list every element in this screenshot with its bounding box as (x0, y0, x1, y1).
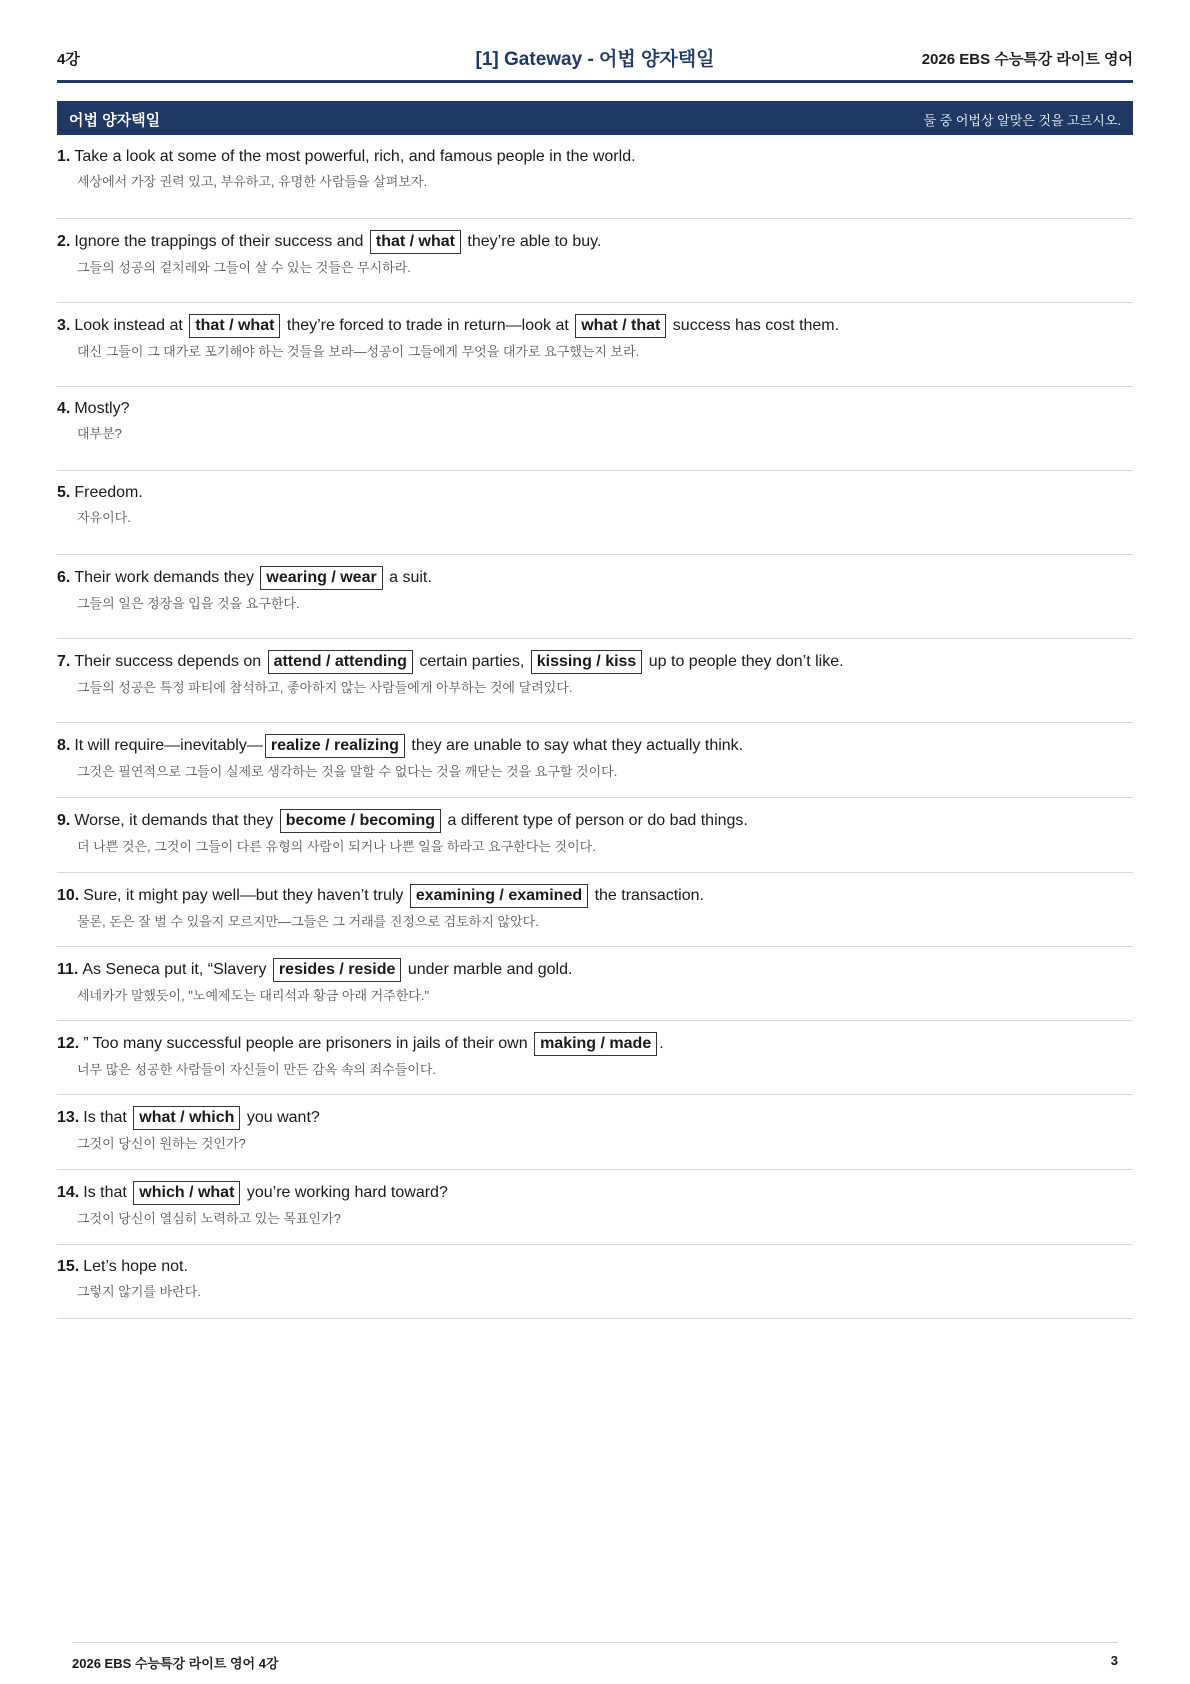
section-title: 어법 양자택일 (69, 112, 161, 129)
korean-translation: 그것이 당신이 열심히 노력하고 있는 목표인가? (77, 1211, 341, 1226)
answer-choice-box[interactable]: realize / realizing (265, 734, 405, 758)
korean-translation: 그들의 일은 정장을 입을 것을 요구한다. (77, 596, 300, 611)
answer-choice-box[interactable]: become / becoming (280, 809, 441, 833)
question-number: 5. (57, 484, 71, 501)
question-number: 15. (57, 1258, 80, 1275)
korean-translation: 세네카가 말했듯이, "노예제도는 대리석과 황금 아래 거주한다." (77, 988, 430, 1003)
answer-choice-box[interactable]: wearing / wear (260, 566, 382, 590)
question-sentence (57, 135, 1133, 168)
question-number: 1. (57, 148, 71, 165)
question-sentence (57, 471, 1133, 504)
question-number: 4. (57, 400, 71, 417)
question-item (57, 471, 1133, 555)
question-item (57, 135, 1133, 219)
question-item (57, 387, 1133, 471)
sentence-text: Freedom. (74, 484, 143, 501)
sentence-text: Is that (83, 1184, 132, 1201)
question-item (57, 1021, 1133, 1095)
question-number: 8. (57, 737, 71, 754)
sentence-text: certain parties, (414, 653, 529, 670)
question-number: 6. (57, 569, 71, 586)
sentence-text: they’re able to buy. (462, 233, 602, 250)
korean-translation: 더 나쁜 것은, 그것이 그들이 다른 유형의 사람이 되거나 나쁜 일을 하라고 요구한다는 것이다. (77, 839, 596, 854)
question-item (57, 555, 1133, 639)
question-sentence (57, 387, 1133, 420)
question-number: 11. (57, 961, 79, 978)
page-footer (72, 1642, 1118, 1673)
question-sentence (57, 798, 1133, 833)
sentence-text: Worse, it demands that they (74, 812, 278, 829)
page-number: 3 (1110, 1653, 1118, 1668)
question-sentence (57, 219, 1133, 254)
section-bar (57, 101, 1133, 135)
korean-translation: 대부분? (77, 426, 122, 441)
korean-translation: 자유이다. (77, 510, 131, 525)
question-list (57, 135, 1133, 1319)
answer-choice-box[interactable]: making / made (534, 1032, 657, 1056)
korean-translation: 너무 많은 성공한 사람들이 자신들이 만든 감옥 속의 죄수들이다. (77, 1062, 437, 1077)
korean-translation: 세상에서 가장 권력 있고, 부유하고, 유명한 사람들을 살펴보자. (77, 174, 428, 189)
section-instruction: 둘 중 어법상 알맞은 것을 고르시오. (923, 113, 1121, 128)
korean-translation: 그들의 성공의 겉치레와 그들이 살 수 있는 것들은 무시하라. (77, 260, 411, 275)
footer-title: 2026 EBS 수능특강 라이트 영어 4강 (72, 1656, 279, 1671)
question-item (57, 947, 1133, 1021)
sentence-text: a different type of person or do bad things. (443, 812, 748, 829)
sentence-text: the transaction. (590, 887, 704, 904)
question-item (57, 873, 1133, 947)
korean-translation: 그렇지 않기를 바란다. (77, 1284, 201, 1299)
sentence-text: you want? (242, 1109, 320, 1126)
question-number: 10. (57, 887, 80, 904)
question-number: 13. (57, 1109, 80, 1126)
question-sentence (57, 947, 1133, 982)
sentence-text: ” Too many successful people are prisoners in jails of their own (83, 1035, 533, 1052)
sentence-text: success has cost them. (668, 317, 840, 334)
sentence-text: under marble and gold. (403, 961, 573, 978)
answer-choice-box[interactable]: what / that (575, 314, 666, 338)
question-sentence (57, 555, 1133, 590)
question-item (57, 219, 1133, 303)
answer-choice-box[interactable]: that / what (189, 314, 280, 338)
lesson-label: 4강 (57, 51, 80, 68)
sentence-text: they are unable to say what they actually think. (406, 737, 744, 754)
answer-choice-box[interactable]: resides / reside (273, 958, 402, 982)
question-sentence (57, 1095, 1133, 1130)
sentence-text: Their work demands they (74, 569, 259, 586)
answer-choice-box[interactable]: which / what (133, 1181, 240, 1205)
sentence-text: As Seneca put it, “Slavery (82, 961, 271, 978)
sentence-text: you’re working hard toward? (242, 1184, 448, 1201)
question-item (57, 639, 1133, 723)
sentence-text: Is that (83, 1109, 132, 1126)
korean-translation: 그것이 당신이 원하는 것인가? (77, 1136, 246, 1151)
question-sentence (57, 639, 1133, 674)
question-sentence (57, 873, 1133, 908)
sentence-text: It will require—inevitably— (74, 737, 263, 754)
answer-choice-box[interactable]: examining / examined (410, 884, 588, 908)
sentence-text: they’re forced to trade in return—look at (282, 317, 574, 334)
sentence-text: a suit. (384, 569, 432, 586)
sentence-text: Their success depends on (74, 653, 266, 670)
sentence-text: Let’s hope not. (83, 1258, 188, 1275)
question-number: 9. (57, 812, 71, 829)
answer-choice-box[interactable]: attend / attending (268, 650, 413, 674)
sentence-text: . (659, 1035, 664, 1052)
question-number: 14. (57, 1184, 80, 1201)
question-item (57, 798, 1133, 873)
question-sentence (57, 1170, 1133, 1205)
question-item (57, 1245, 1133, 1319)
question-number: 7. (57, 653, 71, 670)
page-title: [1] Gateway - 어법 양자택일 (475, 49, 715, 70)
question-number: 2. (57, 233, 71, 250)
question-number: 3. (57, 317, 71, 334)
question-sentence (57, 723, 1133, 758)
korean-translation: 물론, 돈은 잘 벌 수 있을지 모르지만—그들은 그 거래를 진정으로 검토하지 않았다. (77, 914, 539, 929)
korean-translation: 그것은 필연적으로 그들이 실제로 생각하는 것을 말할 수 없다는 것을 깨닫는 것을 요구할 것이다. (77, 764, 618, 779)
sentence-text: Sure, it might pay well—but they haven’t truly (83, 887, 408, 904)
answer-choice-box[interactable]: that / what (370, 230, 461, 254)
sentence-text: up to people they don’t like. (644, 653, 844, 670)
sentence-text: Ignore the trappings of their success and (74, 233, 368, 250)
sentence-text: Mostly? (74, 400, 130, 417)
sentence-text: Look instead at (74, 317, 188, 334)
question-sentence (57, 1021, 1133, 1056)
korean-translation: 그들의 성공은 특정 파티에 참석하고, 좋아하지 않는 사람들에게 아부하는 것에 달려있다. (77, 680, 573, 695)
question-item (57, 1095, 1133, 1170)
answer-choice-box[interactable]: what / which (133, 1106, 240, 1130)
question-sentence (57, 1245, 1133, 1278)
page-header (57, 44, 1133, 83)
sentence-text: Take a look at some of the most powerful, rich, and famous people in the world. (74, 148, 636, 165)
book-title: 2026 EBS 수능특강 라이트 영어 (921, 51, 1133, 68)
question-item (57, 723, 1133, 798)
question-number: 12. (57, 1035, 80, 1052)
korean-translation: 대신 그들이 그 대가로 포기해야 하는 것들을 보라—성공이 그들에게 무엇을 대가로 요구했는지 보라. (77, 344, 640, 359)
answer-choice-box[interactable]: kissing / kiss (531, 650, 643, 674)
question-sentence (57, 303, 1133, 338)
question-item (57, 1170, 1133, 1245)
question-item (57, 303, 1133, 387)
